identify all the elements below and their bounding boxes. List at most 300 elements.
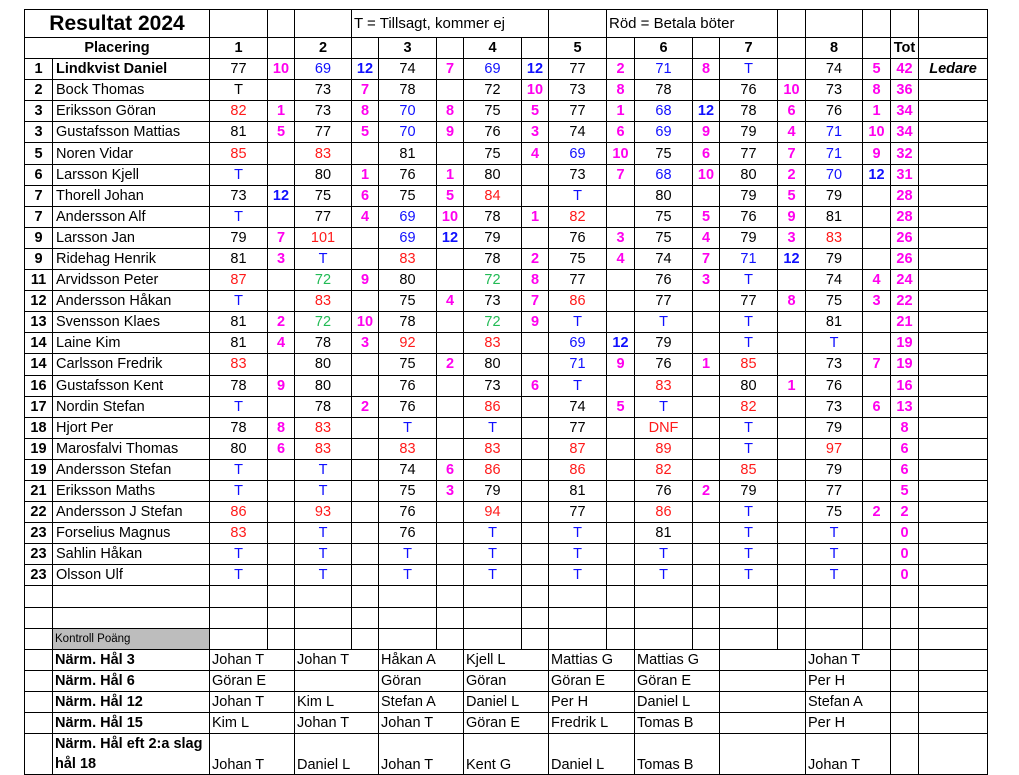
round-points: 9 bbox=[863, 143, 891, 164]
empty-cell bbox=[919, 270, 988, 291]
round-points bbox=[268, 143, 295, 164]
empty-cell bbox=[210, 607, 268, 628]
player-row bbox=[25, 354, 988, 375]
round-score: 83 bbox=[464, 438, 522, 459]
round-points bbox=[352, 291, 379, 312]
prize-winner bbox=[720, 713, 806, 734]
round-points: 2 bbox=[607, 59, 635, 80]
empty-cell bbox=[891, 607, 919, 628]
player-total: 0 bbox=[891, 523, 919, 544]
round-points bbox=[352, 354, 379, 375]
round-score: 73 bbox=[464, 375, 522, 396]
round-points: 10 bbox=[268, 59, 295, 80]
round-points: 2 bbox=[268, 312, 295, 333]
round-score: 83 bbox=[210, 523, 268, 544]
header-tot: Tot bbox=[891, 38, 919, 59]
round-score: 79 bbox=[806, 248, 863, 269]
round-points bbox=[437, 270, 464, 291]
player-total: 22 bbox=[891, 291, 919, 312]
round-points bbox=[778, 523, 806, 544]
player-total: 0 bbox=[891, 544, 919, 565]
empty-cell bbox=[891, 10, 919, 38]
empty-cell bbox=[891, 713, 919, 734]
round-points bbox=[778, 565, 806, 586]
empty-cell bbox=[863, 607, 891, 628]
empty-cell bbox=[919, 480, 988, 501]
round-points bbox=[778, 480, 806, 501]
round-score: 77 bbox=[806, 480, 863, 501]
round-points bbox=[607, 206, 635, 227]
round-points: 4 bbox=[522, 143, 549, 164]
round-points bbox=[778, 312, 806, 333]
player-position: 19 bbox=[25, 459, 53, 480]
round-points: 4 bbox=[437, 291, 464, 312]
round-score: 74 bbox=[806, 270, 863, 291]
player-name: Andersson J Stefan bbox=[53, 502, 210, 523]
player-row bbox=[25, 502, 988, 523]
empty-cell bbox=[379, 607, 437, 628]
round-points bbox=[352, 227, 379, 248]
round-score: 79 bbox=[806, 417, 863, 438]
round-score: T bbox=[635, 312, 693, 333]
empty-cell bbox=[268, 10, 295, 38]
player-row bbox=[25, 101, 988, 122]
round-points bbox=[268, 291, 295, 312]
round-score: 75 bbox=[379, 291, 437, 312]
round-score: T bbox=[210, 396, 268, 417]
round-points: 8 bbox=[268, 417, 295, 438]
empty-cell bbox=[53, 586, 210, 607]
round-points: 5 bbox=[268, 122, 295, 143]
round-score: 73 bbox=[806, 396, 863, 417]
round-points: 4 bbox=[352, 206, 379, 227]
round-points: 7 bbox=[778, 143, 806, 164]
empty-cell bbox=[635, 628, 693, 649]
player-row bbox=[25, 270, 988, 291]
player-total: 19 bbox=[891, 333, 919, 354]
round-score: T bbox=[379, 565, 437, 586]
empty-cell bbox=[693, 586, 720, 607]
round-points bbox=[522, 480, 549, 501]
player-name: Marosfalvi Thomas bbox=[53, 438, 210, 459]
prize-winner bbox=[720, 649, 806, 670]
prize-winner bbox=[720, 691, 806, 712]
round-points: 5 bbox=[778, 185, 806, 206]
round-points: 1 bbox=[352, 164, 379, 185]
round-score: T bbox=[295, 565, 352, 586]
round-score: T bbox=[720, 565, 778, 586]
round-score: 77 bbox=[720, 291, 778, 312]
round-score: T bbox=[720, 417, 778, 438]
round-points bbox=[352, 523, 379, 544]
round-points: 5 bbox=[693, 206, 720, 227]
round-score: 75 bbox=[635, 206, 693, 227]
round-score: 74 bbox=[379, 459, 437, 480]
round-points bbox=[522, 417, 549, 438]
round-score: 76 bbox=[806, 101, 863, 122]
round-points bbox=[607, 523, 635, 544]
round-score: 76 bbox=[635, 354, 693, 375]
round-points bbox=[352, 417, 379, 438]
round-score: T bbox=[806, 523, 863, 544]
header-round-6: 6 bbox=[635, 38, 693, 59]
round-points: 12 bbox=[352, 59, 379, 80]
player-name: Eriksson Maths bbox=[53, 480, 210, 501]
empty-cell bbox=[635, 607, 693, 628]
round-score: 72 bbox=[464, 312, 522, 333]
round-score: 71 bbox=[549, 354, 607, 375]
player-total: 6 bbox=[891, 438, 919, 459]
prize-winner: Daniel L bbox=[464, 691, 549, 712]
round-score: T bbox=[806, 333, 863, 354]
empty-cell bbox=[352, 38, 379, 59]
round-score: 76 bbox=[635, 480, 693, 501]
round-score: 69 bbox=[549, 143, 607, 164]
player-total: 13 bbox=[891, 396, 919, 417]
round-points bbox=[352, 438, 379, 459]
prize-label: Närm. Hål eft 2:a slag hål 18 bbox=[53, 734, 210, 775]
round-points bbox=[437, 143, 464, 164]
round-points: 3 bbox=[352, 333, 379, 354]
empty-cell bbox=[549, 607, 607, 628]
prize-winner: Johan T bbox=[806, 649, 891, 670]
round-score: 83 bbox=[295, 143, 352, 164]
prize-winner: Göran E bbox=[464, 713, 549, 734]
round-points: 8 bbox=[437, 101, 464, 122]
player-total: 2 bbox=[891, 502, 919, 523]
round-score: 73 bbox=[806, 354, 863, 375]
round-points: 8 bbox=[352, 101, 379, 122]
round-points bbox=[693, 312, 720, 333]
empty-cell bbox=[268, 628, 295, 649]
player-total: 8 bbox=[891, 417, 919, 438]
round-score: 78 bbox=[464, 248, 522, 269]
round-score: T bbox=[635, 565, 693, 586]
round-points bbox=[863, 312, 891, 333]
round-points: 2 bbox=[778, 164, 806, 185]
empty-cell bbox=[693, 607, 720, 628]
round-points bbox=[863, 206, 891, 227]
player-row bbox=[25, 375, 988, 396]
player-position: 18 bbox=[25, 417, 53, 438]
round-score: T bbox=[210, 459, 268, 480]
round-points bbox=[778, 417, 806, 438]
player-position: 23 bbox=[25, 544, 53, 565]
empty-cell bbox=[437, 586, 464, 607]
player-name: Ridehag Henrik bbox=[53, 248, 210, 269]
player-row bbox=[25, 523, 988, 544]
round-score: 89 bbox=[635, 438, 693, 459]
player-name: Nordin Stefan bbox=[53, 396, 210, 417]
round-points: 7 bbox=[863, 354, 891, 375]
player-name: Gustafsson Kent bbox=[53, 375, 210, 396]
round-score: 78 bbox=[295, 396, 352, 417]
round-score: T bbox=[464, 544, 522, 565]
player-name: Andersson Håkan bbox=[53, 291, 210, 312]
empty-cell bbox=[720, 586, 778, 607]
empty-cell bbox=[607, 38, 635, 59]
player-row bbox=[25, 59, 988, 80]
round-points bbox=[863, 544, 891, 565]
round-points bbox=[607, 565, 635, 586]
empty-cell bbox=[919, 291, 988, 312]
player-position: 7 bbox=[25, 206, 53, 227]
round-points: 6 bbox=[607, 122, 635, 143]
player-row bbox=[25, 459, 988, 480]
round-points: 5 bbox=[863, 59, 891, 80]
empty-cell bbox=[806, 586, 863, 607]
round-score: 79 bbox=[464, 227, 522, 248]
round-points bbox=[863, 227, 891, 248]
empty-cell bbox=[522, 607, 549, 628]
header-round-4: 4 bbox=[464, 38, 522, 59]
player-name: Sahlin Håkan bbox=[53, 544, 210, 565]
round-score: 79 bbox=[806, 459, 863, 480]
round-score: 75 bbox=[379, 354, 437, 375]
player-total: 32 bbox=[891, 143, 919, 164]
round-points bbox=[693, 80, 720, 101]
prize-winner: Kent G bbox=[464, 734, 549, 775]
kontroll-label: Kontroll Poäng bbox=[53, 628, 210, 649]
prize-winner: Mattias G bbox=[549, 649, 635, 670]
round-points: 4 bbox=[863, 270, 891, 291]
round-score: 79 bbox=[806, 185, 863, 206]
empty-cell bbox=[806, 628, 863, 649]
round-score: 76 bbox=[549, 227, 607, 248]
player-name: Noren Vidar bbox=[53, 143, 210, 164]
player-name: Svensson Klaes bbox=[53, 312, 210, 333]
round-points: 7 bbox=[693, 248, 720, 269]
round-score: 81 bbox=[210, 312, 268, 333]
prize-winner: Mattias G bbox=[635, 649, 720, 670]
player-total: 28 bbox=[891, 206, 919, 227]
round-score: 83 bbox=[379, 248, 437, 269]
player-position: 14 bbox=[25, 333, 53, 354]
round-points bbox=[778, 544, 806, 565]
round-points: 7 bbox=[607, 164, 635, 185]
prize-winner: Johan T bbox=[210, 691, 295, 712]
round-points bbox=[522, 164, 549, 185]
round-score: T bbox=[549, 523, 607, 544]
kontroll-row bbox=[25, 628, 988, 649]
round-points: 2 bbox=[863, 502, 891, 523]
round-points bbox=[863, 417, 891, 438]
prize-winner: Göran bbox=[379, 670, 464, 691]
header-placering: Placering bbox=[25, 38, 210, 59]
round-score: 86 bbox=[549, 291, 607, 312]
empty-cell bbox=[607, 628, 635, 649]
round-points: 3 bbox=[607, 227, 635, 248]
empty-cell bbox=[522, 628, 549, 649]
empty-cell bbox=[891, 628, 919, 649]
round-score: 80 bbox=[635, 185, 693, 206]
round-points bbox=[522, 502, 549, 523]
round-points: 6 bbox=[437, 459, 464, 480]
player-row bbox=[25, 291, 988, 312]
round-points: 7 bbox=[352, 80, 379, 101]
round-points: 4 bbox=[607, 248, 635, 269]
player-position: 12 bbox=[25, 291, 53, 312]
round-points bbox=[522, 565, 549, 586]
round-score: T bbox=[210, 480, 268, 501]
empty-cell bbox=[210, 586, 268, 607]
empty-cell bbox=[891, 586, 919, 607]
round-points bbox=[693, 523, 720, 544]
round-points bbox=[268, 480, 295, 501]
round-points bbox=[268, 206, 295, 227]
empty-cell bbox=[295, 628, 352, 649]
player-total: 0 bbox=[891, 565, 919, 586]
empty-cell bbox=[778, 10, 806, 38]
round-points bbox=[778, 459, 806, 480]
round-score: T bbox=[464, 417, 522, 438]
round-points bbox=[693, 502, 720, 523]
header-round-8: 8 bbox=[806, 38, 863, 59]
empty-cell bbox=[919, 544, 988, 565]
prize-winner: Johan T bbox=[295, 649, 379, 670]
player-position: 23 bbox=[25, 565, 53, 586]
round-score: 74 bbox=[379, 59, 437, 80]
round-points: 5 bbox=[607, 396, 635, 417]
player-row bbox=[25, 396, 988, 417]
round-score: T bbox=[720, 333, 778, 354]
round-score: T bbox=[464, 523, 522, 544]
prize-label: Närm. Hål 15 bbox=[53, 713, 210, 734]
round-score: 72 bbox=[295, 312, 352, 333]
round-score: T bbox=[210, 80, 268, 101]
empty-cell bbox=[437, 38, 464, 59]
round-points: 1 bbox=[268, 101, 295, 122]
player-row bbox=[25, 80, 988, 101]
round-score: T bbox=[210, 206, 268, 227]
round-score: 69 bbox=[635, 122, 693, 143]
round-points bbox=[268, 502, 295, 523]
round-points bbox=[778, 270, 806, 291]
round-score: 83 bbox=[295, 417, 352, 438]
round-score: 79 bbox=[635, 333, 693, 354]
round-score: T bbox=[379, 417, 437, 438]
round-points bbox=[268, 565, 295, 586]
player-position: 1 bbox=[25, 59, 53, 80]
round-points bbox=[693, 417, 720, 438]
round-score: 78 bbox=[720, 101, 778, 122]
prize-row bbox=[25, 691, 988, 712]
player-row bbox=[25, 417, 988, 438]
round-score: T bbox=[210, 164, 268, 185]
round-score: T bbox=[720, 544, 778, 565]
round-score: 77 bbox=[549, 101, 607, 122]
empty-cell bbox=[919, 523, 988, 544]
player-row bbox=[25, 206, 988, 227]
empty-cell bbox=[295, 586, 352, 607]
header-row bbox=[25, 38, 988, 59]
empty-cell bbox=[464, 586, 522, 607]
round-points: 10 bbox=[437, 206, 464, 227]
round-points bbox=[522, 438, 549, 459]
round-score: 80 bbox=[720, 375, 778, 396]
round-score: 69 bbox=[295, 59, 352, 80]
round-points bbox=[352, 544, 379, 565]
round-score: T bbox=[806, 565, 863, 586]
empty-cell bbox=[919, 649, 988, 670]
round-points bbox=[437, 523, 464, 544]
round-points: 9 bbox=[437, 122, 464, 143]
player-name: Forselius Magnus bbox=[53, 523, 210, 544]
round-score: 78 bbox=[379, 312, 437, 333]
player-row bbox=[25, 185, 988, 206]
round-points bbox=[437, 502, 464, 523]
round-points: 5 bbox=[352, 122, 379, 143]
round-score: 76 bbox=[720, 206, 778, 227]
round-points: 1 bbox=[778, 375, 806, 396]
player-row bbox=[25, 248, 988, 269]
round-points bbox=[778, 354, 806, 375]
round-score: 82 bbox=[720, 396, 778, 417]
player-position: 6 bbox=[25, 164, 53, 185]
round-score: 73 bbox=[295, 80, 352, 101]
round-score: 80 bbox=[295, 375, 352, 396]
round-score: 81 bbox=[549, 480, 607, 501]
round-score: 71 bbox=[720, 248, 778, 269]
round-score: T bbox=[635, 544, 693, 565]
round-score: 84 bbox=[464, 185, 522, 206]
round-score: 79 bbox=[720, 122, 778, 143]
round-points: 1 bbox=[863, 101, 891, 122]
round-points bbox=[863, 333, 891, 354]
empty-cell bbox=[919, 312, 988, 333]
empty-cell bbox=[607, 586, 635, 607]
player-row bbox=[25, 143, 988, 164]
empty-cell bbox=[549, 586, 607, 607]
empty-cell bbox=[352, 586, 379, 607]
round-score: 74 bbox=[806, 59, 863, 80]
round-points bbox=[268, 523, 295, 544]
round-score: 93 bbox=[295, 502, 352, 523]
round-score: 76 bbox=[635, 270, 693, 291]
player-position: 14 bbox=[25, 354, 53, 375]
empty-cell bbox=[919, 10, 988, 38]
round-points bbox=[437, 396, 464, 417]
empty-cell bbox=[437, 607, 464, 628]
round-points: 8 bbox=[522, 270, 549, 291]
empty-cell bbox=[25, 691, 53, 712]
round-points bbox=[268, 396, 295, 417]
round-score: T bbox=[379, 544, 437, 565]
round-score: 71 bbox=[806, 143, 863, 164]
round-score: T bbox=[720, 502, 778, 523]
round-score: T bbox=[720, 59, 778, 80]
round-score: T bbox=[806, 544, 863, 565]
round-score: 76 bbox=[379, 502, 437, 523]
prize-winner: Kim L bbox=[210, 713, 295, 734]
round-points: 1 bbox=[607, 101, 635, 122]
round-points bbox=[268, 354, 295, 375]
round-points bbox=[437, 417, 464, 438]
empty-cell bbox=[464, 607, 522, 628]
round-score: 82 bbox=[549, 206, 607, 227]
round-points bbox=[522, 396, 549, 417]
round-points: 10 bbox=[863, 122, 891, 143]
round-score: 77 bbox=[549, 59, 607, 80]
round-score: T bbox=[210, 291, 268, 312]
empty-cell bbox=[919, 628, 988, 649]
round-score: 83 bbox=[635, 375, 693, 396]
round-score: 76 bbox=[464, 122, 522, 143]
round-score: T bbox=[295, 459, 352, 480]
prize-winner: Tomas B bbox=[635, 713, 720, 734]
prize-winner: Kim L bbox=[295, 691, 379, 712]
round-score: T bbox=[549, 544, 607, 565]
